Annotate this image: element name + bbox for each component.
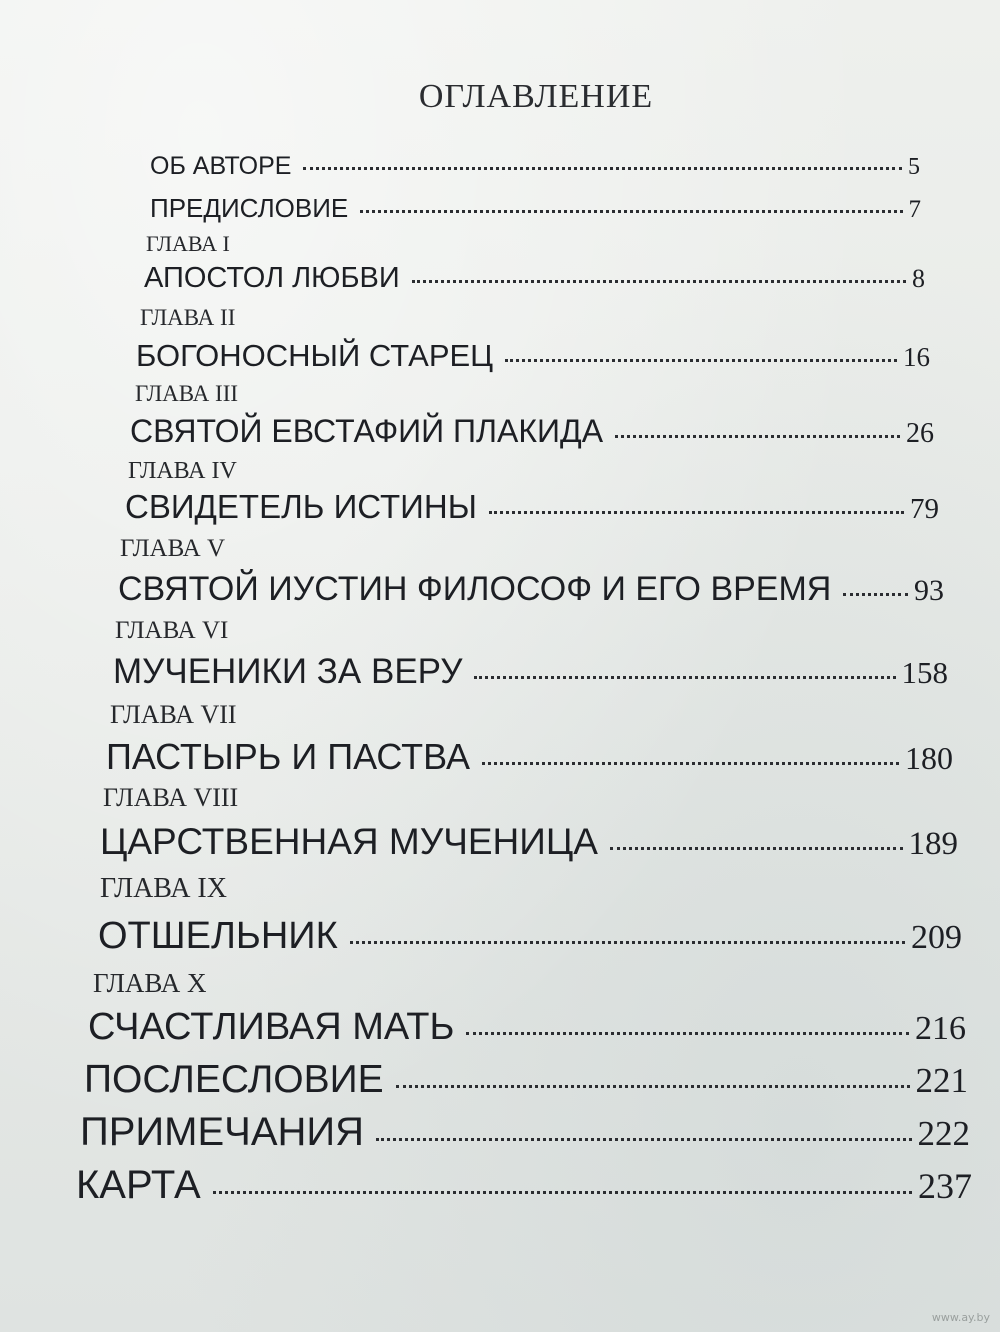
- dot-leader: [396, 1085, 910, 1088]
- entry-title: ЦАРСТВЕННАЯ МУЧЕНИЦА: [100, 821, 598, 862]
- page-number: 216: [915, 1010, 966, 1047]
- entry-title: СВИДЕТЕЛЬ ИСТИНЫ: [125, 488, 477, 525]
- entry-title: БОГОНОСНЫЙ СТАРЕЦ: [136, 338, 494, 373]
- toc-entry: [136, 338, 930, 374]
- chapter-label: ГЛАВА VI: [115, 617, 229, 644]
- dot-leader: [489, 511, 904, 514]
- dot-leader: [615, 435, 900, 438]
- dot-leader: [303, 167, 902, 170]
- dot-leader: [482, 762, 899, 765]
- toc-entry: [106, 736, 953, 778]
- chapter-label: ГЛАВА VIII: [103, 783, 239, 812]
- watermark: www.ay.by: [931, 1311, 990, 1324]
- toc-entry: [80, 1110, 970, 1155]
- chapter-label: ГЛАВА II: [140, 305, 236, 330]
- page-number: 158: [901, 655, 948, 690]
- dot-leader: [466, 1032, 909, 1035]
- page-title: ОГЛАВЛЕНИЕ: [418, 78, 654, 115]
- toc-entry: [150, 193, 921, 224]
- dot-leader: [610, 847, 903, 850]
- toc-entry: [113, 652, 948, 692]
- entry-title: ПОСЛЕСЛОВИЕ: [84, 1058, 384, 1101]
- chapter-label: ГЛАВА V: [120, 535, 226, 562]
- dot-leader: [843, 593, 908, 596]
- dot-leader: [474, 676, 895, 679]
- entry-title: ПРЕДИСЛОВИЕ: [150, 193, 349, 223]
- page-number: 8: [912, 264, 925, 293]
- chapter-label: ГЛАВА VII: [110, 700, 237, 729]
- page-number: 7: [908, 196, 921, 223]
- entry-title: СВЯТОЙ ИУСТИН ФИЛОСОФ И ЕГО ВРЕМЯ: [118, 570, 832, 608]
- toc-entry: [84, 1058, 968, 1102]
- entry-title: МУЧЕНИКИ ЗА ВЕРУ: [113, 652, 463, 691]
- toc-entry: [118, 570, 944, 609]
- toc-entry: [144, 262, 925, 295]
- page-number: 237: [918, 1166, 972, 1206]
- dot-leader: [376, 1138, 911, 1141]
- entry-title: ПАСТЫРЬ И ПАСТВА: [106, 736, 470, 777]
- entry-title: ПРИМЕЧАНИЯ: [80, 1110, 365, 1154]
- toc-entry: [98, 915, 962, 958]
- toc-entry: [76, 1163, 972, 1208]
- chapter-label: ГЛАВА X: [93, 968, 207, 998]
- page-number: 26: [906, 418, 934, 449]
- entry-title: ОБ АВТОРЕ: [150, 152, 292, 180]
- page-number: 180: [905, 740, 953, 776]
- page-number: 79: [910, 493, 939, 525]
- entry-title: КАРТА: [76, 1163, 201, 1207]
- entry-title: АПОСТОЛ ЛЮБВИ: [144, 262, 400, 294]
- page-number: 16: [903, 342, 930, 372]
- dot-leader: [505, 359, 897, 362]
- page-number: 209: [911, 919, 962, 956]
- toc-entry: [125, 488, 939, 526]
- page-number: 189: [908, 826, 958, 862]
- chapter-label: ГЛАВА I: [146, 231, 230, 256]
- toc-entry: [130, 413, 934, 450]
- page-number: 222: [917, 1114, 970, 1153]
- page-number: 5: [908, 154, 920, 180]
- dot-leader: [360, 210, 902, 213]
- page-number: 93: [914, 574, 944, 607]
- toc-entry: [150, 152, 920, 181]
- chapter-label: ГЛАВА III: [135, 381, 239, 406]
- chapter-label: ГЛАВА IX: [100, 873, 227, 904]
- dot-leader: [213, 1191, 912, 1194]
- toc-entry: [88, 1006, 966, 1049]
- toc-entry: [100, 821, 958, 863]
- chapter-label: ГЛАВА IV: [128, 458, 237, 484]
- dot-leader: [350, 941, 905, 944]
- entry-title: СВЯТОЙ ЕВСТАФИЙ ПЛАКИДА: [130, 413, 604, 449]
- dot-leader: [412, 280, 906, 283]
- entry-title: СЧАСТЛИВАЯ МАТЬ: [88, 1006, 455, 1048]
- entry-title: ОТШЕЛЬНИК: [98, 915, 338, 957]
- page-number: 221: [915, 1061, 968, 1100]
